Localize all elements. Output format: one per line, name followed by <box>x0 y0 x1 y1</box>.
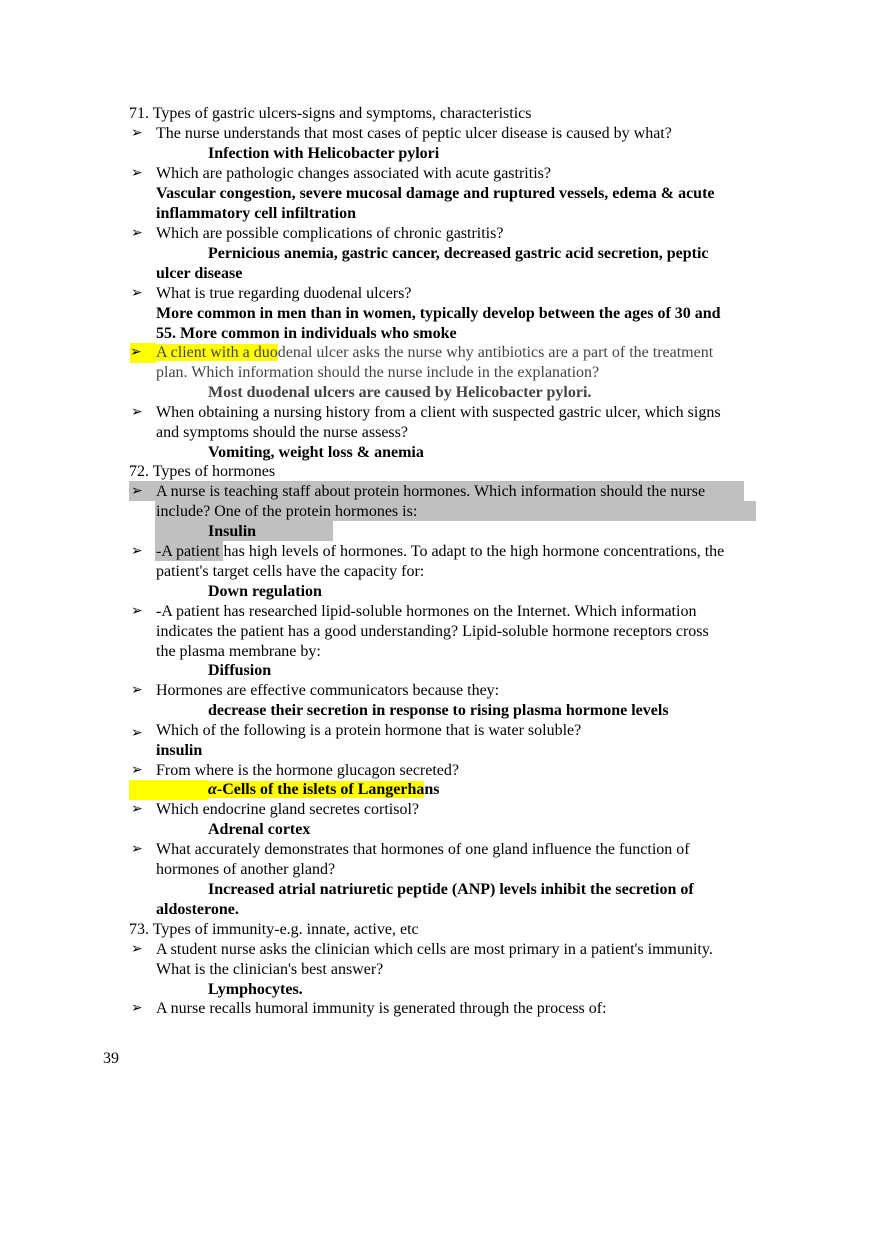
highlighted-text: A client with a duo <box>156 344 278 361</box>
answer-text-rest: ns <box>424 781 440 798</box>
alpha-symbol: α <box>208 781 217 798</box>
question-text: indicates the patient has a good understanding? Lipid-soluble hormone receptors cross <box>156 623 709 640</box>
question-text: Which are possible complications of chronic gastritis? <box>156 225 504 242</box>
arrow-bullet-icon: ➢ <box>131 802 143 817</box>
question-text: plan. Which information should the nurse include in the explanation? <box>156 364 600 381</box>
arrow-bullet-icon: ➢ <box>131 405 143 420</box>
answer-text <box>208 780 440 800</box>
question-text: patient's target cells have the capacity for: <box>156 563 425 580</box>
answer-text: Pernicious anemia, gastric cancer, decreased gastric acid secretion, peptic <box>208 245 709 262</box>
question-text: From where is the hormone glucagon secreted? <box>156 762 460 779</box>
answer-text: Insulin <box>208 523 257 540</box>
section-heading-73: 73. Types of immunity-e.g. innate, active, etc <box>129 921 419 938</box>
arrow-bullet-icon: ➢ <box>130 343 156 363</box>
arrow-bullet-icon: ➢ <box>131 942 143 957</box>
highlighted-text: -Cells of the islets of Langerha <box>216 781 425 798</box>
question-text: and symptoms should the nurse assess? <box>156 424 408 441</box>
question-text: include? One of the protein hormones is: <box>156 503 418 520</box>
arrow-bullet-icon: ➢ <box>131 763 143 778</box>
answer-text: 55. More common in individuals who smoke <box>156 325 457 342</box>
answer-text: insulin <box>156 742 203 759</box>
arrow-bullet-icon: ➢ <box>131 1001 143 1016</box>
question-text: The nurse understands that most cases of peptic ulcer disease is caused by what? <box>156 125 672 142</box>
arrow-bullet-icon: ➢ <box>131 126 143 141</box>
question-text <box>156 343 713 363</box>
question-text: A student nurse asks the clinician which cells are most primary in a patient's immunity. <box>156 941 713 958</box>
answer-text: Increased atrial natriuretic peptide (ANP) levels inhibit the secretion of <box>208 881 694 898</box>
section-heading-72: 72. Types of hormones <box>129 463 276 480</box>
question-text-rest: denal ulcer asks the nurse why antibiotics are a part of the treatment <box>277 344 714 361</box>
answer-text: Vomiting, weight loss & anemia <box>208 444 424 461</box>
question-text-rest: has high levels of hormones. To adapt to the high hormone concentrations, the <box>219 543 725 560</box>
question-text: hormones of another gland? <box>156 861 336 878</box>
answer-text: Vascular congestion, severe mucosal damage and ruptured vessels, edema & acute <box>156 185 715 202</box>
answer-text: inflammatory cell infiltration <box>156 205 356 222</box>
page-number: 39 <box>103 1050 119 1067</box>
question-text <box>156 542 724 562</box>
arrow-bullet-icon: ➢ <box>131 842 143 857</box>
question-text: When obtaining a nursing history from a client with suspected gastric ulcer, which signs <box>156 404 721 421</box>
answer-text: Down regulation <box>208 583 322 600</box>
question-text: the plasma membrane by: <box>156 643 321 660</box>
question-text: -A patient has researched lipid-soluble hormones on the Internet. Which information <box>156 603 697 620</box>
question-text: A nurse recalls humoral immunity is generated through the process of: <box>156 1000 607 1017</box>
arrow-bullet-icon: ➢ <box>131 544 143 559</box>
arrow-bullet-icon: ➢ <box>131 683 143 698</box>
arrow-bullet-icon: ➢ <box>131 726 143 741</box>
question-text: Hormones are effective communicators because they: <box>156 682 500 699</box>
question-text: A nurse is teaching staff about protein hormones. Which information should the nurse <box>156 483 706 500</box>
section-heading-71: 71. Types of gastric ulcers-signs and symptoms, characteristics <box>129 105 532 122</box>
answer-text: decrease their secretion in response to rising plasma hormone levels <box>208 702 669 719</box>
answer-text: Most duodenal ulcers are caused by Helicobacter pylori. <box>208 384 592 401</box>
arrow-bullet-icon: ➢ <box>131 604 143 619</box>
answer-text: Lymphocytes. <box>208 981 303 998</box>
question-text: What is true regarding duodenal ulcers? <box>156 285 412 302</box>
highlighted-text: -A patient <box>156 543 220 560</box>
arrow-bullet-icon: ➢ <box>131 166 143 181</box>
answer-text: Adrenal cortex <box>208 821 311 838</box>
answer-text: Infection with Helicobacter pylori <box>208 145 440 162</box>
arrow-bullet-icon: ➢ <box>131 286 143 301</box>
question-text: Which of the following is a protein hormone that is water soluble? <box>156 722 582 739</box>
arrow-bullet-icon: ➢ <box>131 226 143 241</box>
answer-text: More common in men than in women, typically develop between the ages of 30 and <box>156 305 721 322</box>
question-text: Which are pathologic changes associated with acute gastritis? <box>156 165 551 182</box>
answer-text: Diffusion <box>208 662 272 679</box>
answer-text: ulcer disease <box>156 265 243 282</box>
question-text: Which endocrine gland secretes cortisol? <box>156 801 419 818</box>
question-text: What is the clinician's best answer? <box>156 961 384 978</box>
yellow-highlight-band <box>129 780 208 800</box>
answer-text: aldosterone. <box>156 901 239 918</box>
question-text: What accurately demonstrates that hormones of one gland influence the function of <box>156 841 690 858</box>
arrow-bullet-icon: ➢ <box>131 484 143 499</box>
